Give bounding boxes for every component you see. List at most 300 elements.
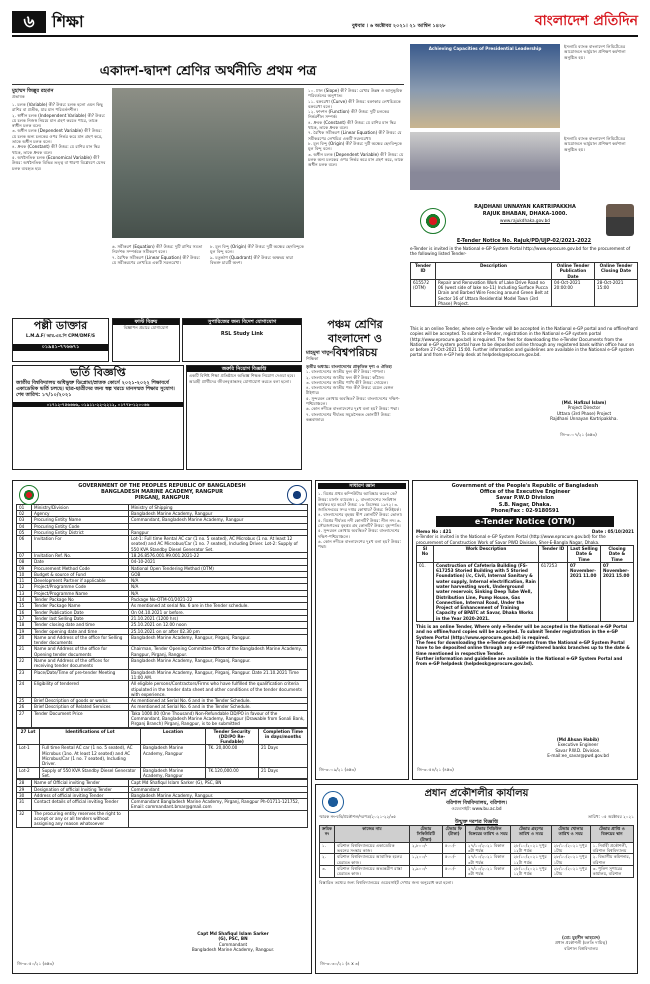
table-cell: Agency	[32, 510, 129, 516]
signer-org: Bangladesh Marine Academy, Rangpur.	[191, 946, 275, 952]
rajuk-intro: e-Tender is invited in the National e-GP System Portal http://www.eprocure.gov.bd for the procurement of the following listed Tender-	[410, 246, 631, 257]
table-cell: Commandant	[129, 786, 308, 792]
gk-body: ১. বিশ্বের প্রথম কম্পিউটার আবিষ্কার করেন কে? উত্তর: চার্লস ব্যাবেজ। ২. বাংলাদেশের সংবিধান কার্যকর হয় কবে? উত্তর: ১৬ ডিসেম্বর ১৯৭২। ৩. জাতিসংঘের সদর দপ্তর কোথায়? উত্তর: নিউইয়র্ক। ৪. বাংলাদেশের বৃহত্তম দ্বীপ কোনটি? উত্তর: ভোলা। ৫. বিশ্বের দীর্ঘতম নদী কোনটি? উত্তর: নীল নদ। ৬. সৌরজগতের বৃহত্তম গ্রহ কোনটি? উত্তর: বৃহস্পতি।	[318, 491, 403, 528]
table-header: Completion Time in days/months	[259, 728, 308, 745]
table-cell: N/A	[129, 590, 308, 596]
table-cell: ২৭/১০/২০২১ বিকাল ৩টা পর্যন্ত	[465, 854, 511, 866]
signer-name: (Md. Hafizul Islam)	[561, 400, 607, 405]
table-cell: N/A	[129, 578, 308, 584]
table-header: Location	[141, 728, 206, 745]
table-cell: ২৭/১০/২০২১ বিকাল ৩টা পর্যন্ত	[465, 866, 511, 878]
table-cell: ২,৯০০/-	[410, 866, 443, 878]
table-cell: 15	[17, 603, 32, 609]
division-title: Savar P.W.D Division	[496, 495, 554, 502]
ad-subtitle: L.M.A.F/ আর.এম.পি CPM/DMF/S	[25, 333, 96, 338]
primary-headline: পঞ্চম শ্রেণির বাংলাদেশ ও বিশ্বপরিচয়	[327, 318, 383, 359]
division-address: S.B. Nagar, Dhaka.	[498, 501, 552, 508]
portrait-icon	[606, 204, 634, 236]
table-cell: ২৮/১০/২০২১ দুপুর ১২টা পর্যন্ত	[511, 866, 551, 878]
article-paragraph: ১১. বক্ররেখা (Curve) কী? উত্তর: বক্রাকার লেখচিত্রকে বক্ররেখা বলে।	[308, 98, 401, 109]
table-cell: ৩.	[320, 866, 335, 878]
table-cell: ২,৮০০/-	[410, 842, 443, 854]
table-cell: Taka 1000.00 (One Thousand) Non-Refundable DD/PO in favour of the Commandant, Bangladesh Marine Academy, Rangpur (Drawable from Sonali Bank, Pirganj Branch) Pirganj, Rangpur, is to be submitted	[129, 710, 308, 727]
bangladesh-emblem-icon	[420, 208, 446, 234]
table-cell: Procuring Entity Name	[32, 517, 129, 523]
table-cell: 31	[17, 799, 32, 811]
table-row	[411, 279, 638, 306]
article-paragraph: ৩. বাংলাদেশের জাতীয় পাখি কী? উত্তর: দোয়েল।	[306, 379, 389, 385]
admission-ad	[12, 365, 184, 470]
article-paragraph: ১০. ঢাল (Slope) কী? উত্তর: রেখার উল্লম্ব ও আনুভূমিক পরিবর্তনের অনুপাত।	[308, 88, 403, 99]
table-cell: 32	[17, 810, 32, 827]
ad-phone: ০১৭১২-৭৫৬৬৬৬, ০১৯১১-২২-২২১২, ০১৭৭৮-১২০০৬৬	[13, 402, 183, 407]
table-cell: 07 November-2021 15.00	[601, 562, 634, 621]
table-cell: GOB	[129, 571, 308, 577]
ad-title: ভর্তি বিজ্ঞপ্তি	[70, 366, 126, 379]
table-cell: Rangpur	[129, 529, 308, 535]
article-paragraph: ৫. সুন্দরবন কোথায় অবস্থিত? উত্তর: বাংলাদেশের দক্ষিণ-পশ্চিমাঞ্চলে।	[306, 395, 400, 407]
table-cell: As mentioned at serial No. 6 are in the Tender schedule.	[129, 603, 308, 609]
table-cell: Project/Programme Code	[32, 584, 129, 590]
article-paragraph: ২. বাংলাদেশের জাতীয় ফল কী? উত্তর: কাঁঠাল।	[306, 374, 385, 380]
signer-org: বরিশাল বিশ্ববিদ্যালয়	[564, 945, 598, 951]
article-paragraph: ২. স্বাধীন চলক (Independent Variable) কী? উত্তর: যে চলক নিজস্ব নিয়মে মান গ্রহণ করতে পারে, তাকে স্বাধীন চলক বলে।	[12, 112, 106, 129]
table-header: Online Tender Closing Date	[595, 263, 638, 280]
memo-date: তারিখ: ০৫ অক্টোবর ২০২১	[587, 813, 634, 819]
table-cell: Tender closing date and time	[32, 622, 129, 628]
table-cell: ৫০০/-	[442, 866, 465, 878]
gk-body-more: ৬. কোন নদীকে বাংলাদেশের দুঃখ বলা হয়? উত্তর: পদ্মা।	[318, 538, 401, 550]
table-row	[17, 634, 308, 646]
table-cell: ২.	[320, 854, 335, 866]
savar-tender-table	[416, 545, 634, 622]
bank-news-more: ইসলামি ব্যাংক বাংলাদেশ লিমিটেডের আয়োজনে ভার্চুয়াল প্রশিক্ষণ কর্মশালা অনুষ্ঠিত হয়।	[564, 136, 626, 152]
table-row	[320, 854, 634, 866]
table-cell: Bangladesh Marine Academy, Rangpur, Pirganj, Rangpur. Date 21.10.2021 Time 11:00 AM.	[129, 669, 308, 681]
author-role: প্রভাষক	[12, 94, 25, 100]
table-cell: 30	[17, 792, 32, 798]
table-cell: Contact details of official inviting Tender	[32, 799, 129, 811]
table-header: টেন্ডার প্রাপ্তি ও বিক্রয়ের স্থান	[590, 826, 633, 843]
article-paragraph: ৮. মূল বিন্দু (Origin) কী? উত্তর: দুটি অক্ষের ছেদবিন্দুকে মূল বিন্দু বলে।	[210, 244, 304, 255]
table-cell: 01.	[417, 562, 434, 621]
table-cell: 21 Days	[259, 745, 308, 767]
rajuk-office-address: RAJUK BHABAN, DHAKA-1000.	[482, 211, 568, 217]
table-header: Work Description	[434, 545, 539, 562]
table-cell: 21.10.2021 (1200 hrs)	[129, 615, 308, 621]
table-cell: National Open Tendering Method (OTM)	[129, 565, 308, 571]
table-cell: Development Partner if applicable	[32, 578, 129, 584]
gk-body-more: ৫. সুন্দরবন কোথায় অবস্থিত? উত্তর: বাংলাদেশের দক্ষিণ-পশ্চিমাঞ্চলে।	[318, 528, 400, 539]
signer-mail: E-mail:ee_savar@pwd.gov.bd	[547, 752, 609, 758]
table-cell: 18.26.8576.001.99.001.2021-22	[129, 552, 308, 558]
table-cell: ৫০০/-	[442, 854, 465, 866]
division-phone: Phone/Fax : 02-9180591	[490, 507, 560, 514]
table-cell: 19	[17, 628, 32, 634]
table-cell: Tender opening date and time	[32, 628, 129, 634]
university-logo-icon	[322, 791, 344, 813]
signer-role: প্রধান প্রকৌশলী (চলতি দায়িত্ব)	[555, 940, 607, 946]
office-title: প্রধান প্রকৌশলীর কার্যালয়	[424, 788, 529, 799]
table-cell: 09	[17, 565, 32, 571]
table-cell: 05	[17, 529, 32, 535]
ad-title: পল্লী ডাক্তার	[33, 319, 88, 332]
table-header: Online Tender Publication Date	[552, 263, 595, 280]
table-cell: As mentioned at Serial No. 6 and in the Tender Schedule.	[129, 704, 308, 710]
table-cell: 25.10.2021 on or after 02.30 pm	[129, 628, 308, 634]
table-cell: 24	[17, 681, 32, 698]
table-row	[17, 658, 308, 670]
gov-title: Government of the People's Republic of Bangladesh	[451, 483, 599, 489]
table-cell: 01	[17, 504, 32, 510]
brand-logo: বাংলাদেশ প্রতিদিন	[534, 13, 638, 29]
table-cell: On 04.10.2021 or before.	[129, 609, 308, 615]
table-cell: Commandant Bangladesh Marine Academy, Pirganj, Rangpur Ph-01711-121752, Email: commandant.bmar@gmail.com	[129, 799, 308, 811]
table-cell: 23	[17, 669, 32, 681]
masthead-rule	[12, 35, 638, 37]
table-cell: Lot-2	[17, 767, 40, 779]
palli-doctor-ad	[12, 318, 109, 362]
table-cell: Chairman, Tender Opening Committee Office of the Bangladesh Marine Academy, Rangpur, Pirganj, Rangpur.	[129, 646, 308, 658]
table-cell: Invitation For	[32, 536, 129, 553]
table-cell: Designation of official Inviting Tender	[32, 786, 129, 792]
bangladesh-emblem-icon	[19, 485, 39, 505]
savar-body: Further information and guideline are available in the National e-GP System Portal and from e-GP helpdesk (helpdesk@eprocure.gov.bd).	[416, 655, 623, 667]
ad-ref: জি-৩০০৯/২১ (৬x৩)	[319, 767, 356, 772]
table-row	[17, 799, 308, 811]
table-cell: 12	[17, 584, 32, 590]
table-row	[320, 866, 634, 878]
table-row	[17, 810, 308, 827]
table-cell: The procuring entity reserves the right to accept or any or all tenders without assigning any reason whatsoever	[32, 810, 129, 827]
savar-intro: e-Tender is invited in the National e-GP System Portal (http://www.eprocure.gov.bd) for the procurement of Construction Work of Savar PWD Division, Sher-E-Bangla Nagar, Dhaka.	[416, 534, 606, 545]
table-cell: Commandant, Bangladesh Marine Academy, Rangpur	[129, 517, 308, 523]
table-cell: As mentioned at Serial No. 6 and in the Tender Schedule.	[129, 698, 308, 704]
memo-date: Date : 05/10/2021	[591, 529, 634, 535]
article-paragraph: ৩. অধীন চলক (Dependent Variable) কী? উত্তর: যে চলক অন্য চলকের ওপর নির্ভর করে মান গ্রহণ করে, তাকে অধীন চলক বলে।	[308, 151, 404, 168]
ad-ref: জি-৩০৫০/২১ (৬x৩)	[17, 961, 54, 966]
rajuk-tender-table	[410, 262, 638, 307]
table-cell: ১.	[320, 842, 335, 854]
table-cell: 21 Days	[259, 767, 308, 779]
marine-signature	[163, 931, 303, 952]
table-cell: Ministry/Division	[32, 504, 129, 510]
table-cell: TK.120,000.00	[206, 767, 259, 779]
general-knowledge	[315, 480, 409, 780]
rajuk-site[interactable]: www.rajukdhaka.gov.bd	[500, 218, 550, 223]
table-cell: 03	[17, 517, 32, 523]
gk-title: সাধারণ জ্ঞান	[318, 483, 406, 489]
table-cell: ২৮/১০/২০২১ দুপুর ১টায়	[551, 866, 590, 878]
rajuk-office: RAJDHANI UNNAYAN KARTRIPAKKHA	[474, 204, 576, 210]
ad-title: ফাস্ট বিক্রয়	[113, 319, 179, 325]
table-cell: 02	[17, 510, 32, 516]
seminar-photo	[410, 44, 560, 128]
table-cell: বরিশাল বিশ্ববিদ্যালয়ের অভ্যন্তরীণ রাস্তা মেরামত কাজ।	[335, 866, 410, 878]
table-header: Sl No	[417, 545, 434, 562]
table-header: টেন্ডার খোলার তারিখ ও সময়	[551, 826, 590, 843]
table-cell: Tender Package Name	[32, 603, 129, 609]
table-header: টেন্ডার সিকিউরিটি (টাকা)	[410, 826, 443, 843]
table-row	[17, 681, 308, 698]
barishal-tender-table	[319, 825, 634, 878]
org-place: PIRGANJ, RANGPUR	[134, 495, 190, 502]
rajuk-signature	[530, 400, 638, 421]
signer-name: Capt Md Shafiqul Islam Sarker	[197, 931, 269, 936]
marine-tail-table	[16, 779, 308, 827]
university-name: বরিশাল বিশ্ববিদ্যালয়, বরিশাল।	[446, 800, 507, 806]
table-cell: ২৭/১০/২০২১ বিকাল ৩টা পর্যন্ত	[465, 842, 511, 854]
page-number: ৬	[12, 11, 46, 33]
table-cell: Procuring Entity District	[32, 529, 129, 535]
barishal-note: বিস্তারিত তথ্যের জন্য বিশ্ববিদ্যালয়ের ওয়েবসাইট দেখার জন্য অনুরোধ করা হলো।	[319, 879, 454, 885]
article-paragraph: ৬. সমীকরণ (Equation) কী? উত্তর: দুটি রাশির সমতা নির্দেশক সম্পর্ককে সমীকরণ বলে।	[112, 244, 203, 255]
economics-headline: একাদশ-দ্বাদশ শ্রেণির অর্থনীতি প্রথম পত্র	[99, 63, 317, 79]
table-cell: Lot-1	[17, 745, 40, 767]
office-title: Office of the Executive Engineer	[479, 489, 571, 496]
table-cell: Repair and Renovation Work of Lake Drive Road no 06 (west side of lake no-11) Including Surface Pucca Drain and Barbed Wire Fencing around Green Belt at Sector 16 of Uttara Residential Model Town (3rd Phase) Project.	[436, 279, 552, 306]
table-cell: 20	[17, 634, 32, 646]
table-cell: 617253	[539, 562, 568, 621]
table-cell: ২৮/১০/২০২১ দুপুর ১২টা পর্যন্ত	[511, 842, 551, 854]
table-cell: Tender last Selling Date	[32, 615, 129, 621]
table-cell: Full time Rental AC car (1 no. 5 seated), AC Microbus (1no. At least 12 seated) and AC Microbus/Car (1 no. 7 seated), Including Driver.	[40, 745, 141, 767]
ad-body: RSL Study Link	[220, 331, 264, 338]
table-header: Closing Date & Time	[601, 545, 634, 562]
table-row	[17, 646, 308, 658]
table-row	[320, 842, 634, 854]
table-cell: Brief Description of goods or works	[32, 698, 129, 704]
article-paragraph: ১. বাংলাদেশের জাতীয় ফুল কী? উত্তর: শাপলা।	[306, 369, 385, 375]
table-cell: 07	[17, 552, 32, 558]
signer-role: Project Director	[567, 405, 601, 411]
table-header: কাজের নাম	[335, 826, 410, 843]
marine-tender	[12, 480, 312, 974]
table-cell: Procurement Method Code	[32, 565, 129, 571]
table-header: Description	[436, 263, 552, 280]
author-role: শিক্ষিকা	[306, 356, 319, 362]
table-cell: Lot-1: Full time Rental AC car (1 no. 5 seated), AC Microbus (1 no. At least 12 seated) and AC Microbus/Car (1 no. 7 seated), Including Driver. Lot-2: Supply of 550 KVA Standby Diesel Generator Set.	[129, 536, 308, 553]
economics-byline	[12, 88, 107, 100]
table-cell: Tender Document Price	[32, 710, 129, 727]
table-cell: 04-Oct-2021 20:00:00	[552, 279, 595, 306]
table-cell: 07 November-2021 11.00	[568, 562, 601, 621]
table-header: ক্রমিক নং	[320, 826, 335, 843]
table-cell: All eligible persons/Contractors/Firms who have fulfilled the qualification criteria stipulated in the tender data sheet and other conditions of the tender documents with experience.	[129, 681, 308, 698]
gov-title: GOVERNMENT OF THE PEOPLES REPUBLIC OF BANGLADESH	[78, 483, 246, 489]
table-header: Tender Security (DD/PO Re-Fundable)	[206, 728, 259, 745]
savar-tender	[412, 480, 638, 780]
classroom-photo	[112, 88, 304, 238]
article-paragraph: ৭. বাংলাদেশের দীর্ঘতম সমুদ্রসৈকত কোনটি? উত্তর: কক্সবাজার।	[306, 411, 391, 422]
savar-body: The fees for downloading the e-Tender documents from the National e-GP System Portal have to be deposited online through any e-GP registered banks branches up to the date & time mentioned in respective Tender.	[416, 639, 630, 656]
table-cell: Construction of Cafeteria Building (FS-617253 Storied Building with 5 Storied Foundation) i/c, Civil, Internal Sanitary & water supply, Internal electrification, Rain water harvesting work, Underground water reservoir, Sinking Deep Tube Well, Distribution Line, Pump House, Gas Connection, Internal Road, Under the Project of Enhancement of Training Capacity of BPATC at Savar, Dhaka Works in the Year 2020-2021.	[434, 562, 539, 621]
signer-name-2: (G), PSC, BN	[218, 936, 248, 942]
notice-title: উন্মুক্ত দরপত্র বিজ্ঞপ্তি	[454, 818, 498, 825]
table-cell: 28	[17, 780, 32, 786]
signer-role: Executive Engineer	[557, 742, 599, 748]
signer-name: (মো: মুহসীন আহমেদ)	[562, 935, 600, 940]
table-cell: 25.10.2021 on 12.00 noon	[129, 622, 308, 628]
section-title: শিক্ষা	[52, 12, 84, 31]
table-cell: Name and Address of the offices for receiving tender documents	[32, 658, 129, 670]
table-cell: 13	[17, 590, 32, 596]
table-cell: Tender Publication Date	[32, 609, 129, 615]
seminar-photo-2	[410, 132, 560, 190]
academy-logo-icon	[287, 485, 307, 505]
table-cell: 16	[17, 609, 32, 615]
table-cell: Bangladesh Marine Academy, Rangpur	[141, 767, 206, 779]
table-cell: Eligibility of tendered	[32, 681, 129, 698]
table-row	[17, 710, 308, 727]
table-cell: Supply of 550 KVA Standby Diesel Generator Set.	[40, 767, 141, 779]
table-cell: 26	[17, 704, 32, 710]
savar-body: This is an online Tender, Where only e-Tender will be accepted in the National e-GP Portal and no offline/hard copies will be accepted. To submit Tender registration in the e-GP System Portal (http://www.eprocure.gov.bd) is required.	[416, 624, 628, 640]
article-paragraph: ৭. রৈখিক সমীকরণ (Linear Equation) কী? উত্তর: যে সমীকরণের লেখচিত্র একটি সরলরেখা।	[112, 254, 201, 265]
table-cell: Bangladesh Marine Academy, Rangpur, Pirganj, Rangpur.	[129, 658, 308, 670]
dateline: বুধবার । ৬ অক্টোবর ২০২১। ২১ আশ্বিন ১৪২৮	[352, 23, 446, 29]
table-row	[17, 536, 308, 553]
article-paragraph: ৪. ধ্রুবক (Constant) কী? উত্তর: যে রাশির মান স্থির থাকে, তাকে ধ্রুবক বলে।	[308, 119, 396, 131]
job-ad	[186, 365, 302, 470]
table-cell: Capt Md Shafiqul Islam Sarker (G), PSC, BN	[129, 780, 308, 786]
article-paragraph: ৩. অধীন চলক (Dependent Variable) কী? উত্তর: যে চলক অন্য চলকের ওপর নির্ভর করে মান গ্রহণ করে, তাকে অধীন চলক বলে।	[12, 128, 103, 145]
signer-name: (Md Ahsan Habib)	[556, 737, 600, 742]
table-cell: 11	[17, 578, 32, 584]
photo-caption: Achieving Capacities of Presidential Leadership	[428, 46, 542, 51]
savar-signature	[523, 737, 633, 758]
table-cell: Name of Official inviting Tender	[32, 780, 129, 786]
table-header: টেন্ডার সিডিউল বিক্রয়ের তারিখ ও সময়	[465, 826, 511, 843]
ad-body: বিজ্ঞাপন প্রচারে যোগাযোগ	[123, 325, 169, 331]
economics-body-left	[12, 102, 107, 342]
table-cell: 17	[17, 615, 32, 621]
table-cell: 22	[17, 658, 32, 670]
article-paragraph: ৬. কোন নদীকে বাংলাদেশের দুঃখ বলা হয়? উত্তর: পদ্মা।	[306, 406, 399, 412]
table-cell: 28-Oct-2021 15:00	[595, 279, 638, 306]
ad-body: একটি বিশিষ্ট শিক্ষা প্রতিষ্ঠানে অভিজ্ঞ শিক্ষক নিয়োগ দেওয়া হবে। আগ্রহী প্রার্থীদের জীবনবৃত্তান্তসহ যোগাযোগ করতে বলা হলো।	[189, 373, 295, 384]
table-cell: N/A	[129, 584, 308, 590]
article-paragraph: ৮. মূল বিন্দু (Origin) কী? উত্তর: দুটি অক্ষের ছেদবিন্দুকে মূল বিন্দু বলে।	[308, 140, 402, 152]
signer-org: Uttara (3rd Phase) Project	[556, 410, 612, 416]
table-header: 27 Lot	[17, 728, 40, 745]
table-cell: Tender Package No	[32, 597, 129, 603]
author-name: মুহাম্মদ জিল্লুর রহমান	[12, 88, 54, 94]
article-paragraph: তৃতীয় অধ্যায়: বাংলাদেশের প্রাকৃতিক দৃশ্য ও ঐতিহ্য	[306, 364, 392, 369]
table-cell: 04	[17, 523, 32, 529]
table-cell: 27	[17, 710, 32, 727]
table-cell: Ministry of Shipping	[129, 504, 308, 510]
bank-news: ইসলামি ব্যাংক বাংলাদেশ লিমিটেডের আয়োজনে ভার্চুয়াল প্রশিক্ষণ কর্মশালা অনুষ্ঠিত হয়।	[564, 44, 626, 60]
article-paragraph: ৯. চতুর্ভাগ (Quadrant) কী? উত্তর: অক্ষদ্বয় দ্বারা বিভক্ত চারটি অংশ।	[210, 254, 294, 265]
table-cell: 18	[17, 622, 32, 628]
table-cell: Package No-OTM-01/2021-22	[129, 597, 308, 603]
article-paragraph: ৪. ধ্রুবক (Constant) কী? উত্তর: যে রাশির মান স্থির থাকে, তাকে ধ্রুবক বলে।	[12, 144, 100, 155]
signer-org: Rajdhani Unnayan Kartripakkha.	[550, 415, 618, 421]
table-cell: ২৮/১০/২০২১ দুপুর ১২টা পর্যন্ত	[511, 854, 551, 866]
memo-number: Memo No : 421	[416, 529, 452, 535]
economics-body-right	[308, 88, 404, 343]
table-cell: ২. বিভাগীয় কমিশনার, বরিশাল	[590, 854, 633, 866]
table-cell: ১. নির্বাহী প্রকৌশলী, বরিশাল বিশ্ববিদ্যালয়	[590, 842, 633, 854]
table-row	[320, 826, 634, 843]
table-row	[17, 728, 308, 745]
table-cell: Bangladesh Marine Academy, Rangpur.	[129, 792, 308, 798]
table-cell: 29	[17, 786, 32, 792]
table-cell: Bangladesh Marine Academy, Rangpur, Pirganj, Rangpur.	[129, 634, 308, 646]
notice-title: e-Tender Notice (OTM)	[436, 516, 614, 527]
table-cell: Budget & source of Fund	[32, 571, 129, 577]
table-cell: 04-10-2021	[129, 559, 308, 565]
ad-title: সুপারিজের জন্য বিদেশ যোগাযোগ	[183, 319, 301, 325]
table-cell: Name and Address of the office for Opening tender documents	[32, 646, 129, 658]
table-row	[417, 545, 634, 562]
barishal-tender	[315, 784, 638, 974]
table-cell: ১,২০০/-	[410, 854, 443, 866]
rajuk-body: This is an online Tender, where only e-Tender will be accepted in the National e-GP portal and no offline/hard copies will be accepted. To submit e-Tender, registration in the National e-GP system portal (http://www.eprocure.gov.bd) is required. The fees for downloading the e-Tender Documents from the National e-GP system portal have to be deposited online through any registered bank within office hour on or before 27-Oct-2021 15:00. Further information and guidelines are available in the National e-GP system portal and from e-GP help desk at helpdesk@eprocure.gov.bd.	[410, 326, 638, 358]
ad-phone: ০১৯৪১-৭৭৬৬৭১	[13, 344, 108, 350]
masthead	[12, 10, 638, 34]
rajuk-block	[410, 40, 638, 475]
table-row	[17, 767, 308, 779]
table-header: টেন্ডার ফি (টাকা)	[442, 826, 465, 843]
table-row	[417, 562, 634, 621]
table-cell: 06	[17, 536, 32, 553]
table-cell: বরিশাল বিশ্ববিদ্যালয়ের আবাসিক হলের মেরামত কাজ।	[335, 854, 410, 866]
table-cell: Address of official inviting Tender	[32, 792, 129, 798]
primary-byline	[306, 350, 404, 362]
university-site[interactable]: ওয়েবসাইট: www.bu.ac.bd	[451, 806, 502, 812]
ad-ref: জি-৩০৩০/২১ (৪ x ৩)	[320, 961, 360, 966]
table-cell: Procuring Entity Code	[32, 523, 129, 529]
signer-org: Savar P.W.D. Division.	[555, 747, 601, 753]
article-paragraph: ১২. ফাংশন (Function) কী? উত্তর: দুটি চলকের নির্ভরশীল সম্পর্ক।	[308, 109, 390, 120]
table-cell: TK. 20,000.00	[206, 745, 259, 767]
economics-headline-rule	[12, 84, 404, 85]
table-cell: 25	[17, 698, 32, 704]
table-cell: ২৮/১০/২০২১ দুপুর ১টায়	[551, 842, 590, 854]
study-abroad-ad	[182, 318, 302, 362]
table-cell: 615572 (OTM)	[411, 279, 436, 306]
table-header: টেন্ডার গ্রহণের তারিখ ও সময়	[511, 826, 551, 843]
table-cell: Name and Address of the office for Selling tender documents	[32, 634, 129, 646]
table-cell: Project/Programme Name	[32, 590, 129, 596]
table-cell: 14	[17, 597, 32, 603]
table-cell: বরিশাল বিশ্ববিদ্যালয়ের একাডেমিক ভবনের সংস্কার কাজ।	[335, 842, 410, 854]
org-title: BANGLADESH MARINE ACADEMY, RANGPUR	[101, 489, 223, 496]
fast-sale-ad	[112, 318, 180, 362]
article-paragraph: ১. চলক (Variable) কী? উত্তর: চলক হলো এমন কিছু রাশির বা প্রতীক, যার মান পরিবর্তনশীল।	[12, 102, 103, 113]
table-cell	[129, 810, 308, 827]
table-cell: 08	[17, 559, 32, 565]
table-row	[17, 745, 308, 767]
table-row	[411, 263, 638, 280]
article-paragraph: ৭. রৈখিক সমীকরণ (Linear Equation) কী? উত্তর: যে সমীকরণের লেখচিত্র একটি সরলরেখা।	[308, 130, 402, 141]
ad-body: জাতীয় বিশ্ববিদ্যালয় অধিভুক্ত ডিপ্লোমা/স্নাতক কোর্সে ২০২১-২০২২ শিক্ষাবর্ষে একাডেমিক ভর্তি চলছে। ছাত্র-ছাত্রীদের জন্য স্বল্প খরচে মানসম্মত শিক্ষার সুযোগ। শেষ তারিখ: ১৭/১০/২০২১	[16, 380, 175, 399]
table-header: Tender ID	[411, 263, 436, 280]
marine-lot-table	[16, 728, 308, 780]
table-cell: Bangladesh Marine Academy, Rangpur	[129, 510, 308, 516]
table-cell: 21	[17, 646, 32, 658]
table-cell: Place/Date/Time of pre-tender Meeting	[32, 669, 129, 681]
table-cell: ২৮/১০/২০২১ দুপুর ১টায়	[551, 854, 590, 866]
ad-ref: জি-৩০০৭/২১ (৬x৩)	[560, 432, 597, 437]
table-cell: ৫০০/-	[442, 842, 465, 854]
article-paragraph: ৪. বাংলাদেশের জাতীয় পশু কী? উত্তর: রয়েল বেঙ্গল টাইগার।	[306, 385, 394, 396]
article-paragraph: ৫. অর্থনৈতিক চলক (Economical Variable) কী? উত্তর: অর্থনৈতিক বিভিন্ন তত্ত্ব বা ধারণা বিশ্লেষণে যেসব চলক ব্যবহৃত হয়।	[12, 154, 106, 171]
table-cell: ৩. পুলিশ সুপারের কার্যালয়, বরিশাল	[590, 866, 633, 878]
marine-tender-table	[16, 504, 308, 728]
